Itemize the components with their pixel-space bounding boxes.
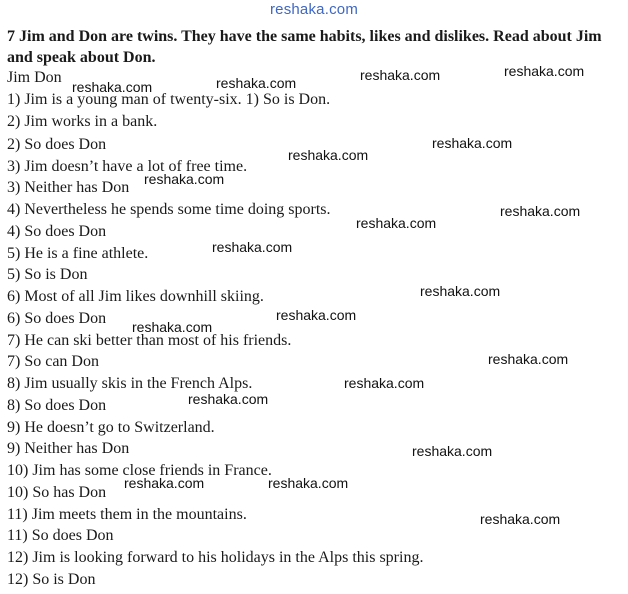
text-line: 2) So does Don [7, 136, 107, 153]
watermark: reshaka.com [504, 63, 585, 79]
text-line: 6) Most of all Jim likes downhill skiing. [7, 288, 264, 305]
watermark: reshaka.com [360, 67, 441, 83]
watermark: reshaka.com [124, 475, 205, 491]
jim-don-label: Jim Don [7, 69, 62, 86]
text-line: 6) So does Don [7, 310, 107, 327]
text-line: 4) So does Don [7, 223, 107, 240]
watermark: reshaka.com [480, 511, 561, 527]
text-line: 7) So can Don [7, 353, 99, 370]
watermark: reshaka.com [432, 135, 513, 151]
text-line: 12) So is Don [7, 571, 96, 588]
watermark: reshaka.com [488, 351, 569, 367]
text-line: 7) He can ski better than most of his friends. [7, 332, 292, 349]
text-line: 10) So has Don [7, 484, 107, 501]
text-line: 5) So is Don [7, 266, 88, 283]
text-line: 8) Jim usually skis in the French Alps. [7, 375, 253, 392]
watermark: reshaka.com [144, 171, 225, 187]
text-line: 8) So does Don [7, 397, 107, 414]
watermark: reshaka.com [344, 375, 425, 391]
text-line: 11) So does Don [7, 527, 114, 544]
text-line: 9) He doesn’t go to Switzerland. [7, 419, 215, 436]
watermark: reshaka.com [356, 215, 437, 231]
watermark: reshaka.com [268, 475, 349, 491]
watermark: reshaka.com [132, 319, 213, 335]
text-line: 3) Jim doesn’t have a lot of free time. [7, 158, 248, 175]
watermark: reshaka.com [420, 283, 501, 299]
text-line: 4) Nevertheless he spends some time doing sports. [7, 201, 331, 218]
text-line: 12) Jim is looking forward to his holidays in the Alps this spring. [7, 549, 424, 566]
watermark: reshaka.com [500, 203, 581, 219]
text-line: 10) Jim has some close friends in France. [7, 462, 272, 479]
watermark: reshaka.com [216, 75, 297, 91]
text-line: 3) Neither has Don [7, 179, 130, 196]
text-line: 9) Neither has Don [7, 440, 130, 457]
watermark: reshaka.com [288, 147, 369, 163]
watermark: reshaka.com [212, 239, 293, 255]
exercise-heading: 7 Jim and Don are twins. They have the same habits, likes and dislikes. Read about Jim and speak about Don. [7, 28, 602, 66]
text-line: 1) Jim is a young man of twenty-six. 1) So is Don. [7, 91, 331, 108]
text-line: 2) Jim works in a bank. [7, 113, 158, 130]
watermark: reshaka.com [412, 443, 493, 459]
watermark: reshaka.com [188, 391, 269, 407]
watermark: reshaka.com [276, 307, 357, 323]
watermark: reshaka.com [72, 79, 153, 95]
text-line: 5) He is a fine athlete. [7, 245, 149, 262]
text-line: 11) Jim meets them in the mountains. [7, 506, 247, 523]
top-watermark: reshaka.com [269, 1, 359, 18]
